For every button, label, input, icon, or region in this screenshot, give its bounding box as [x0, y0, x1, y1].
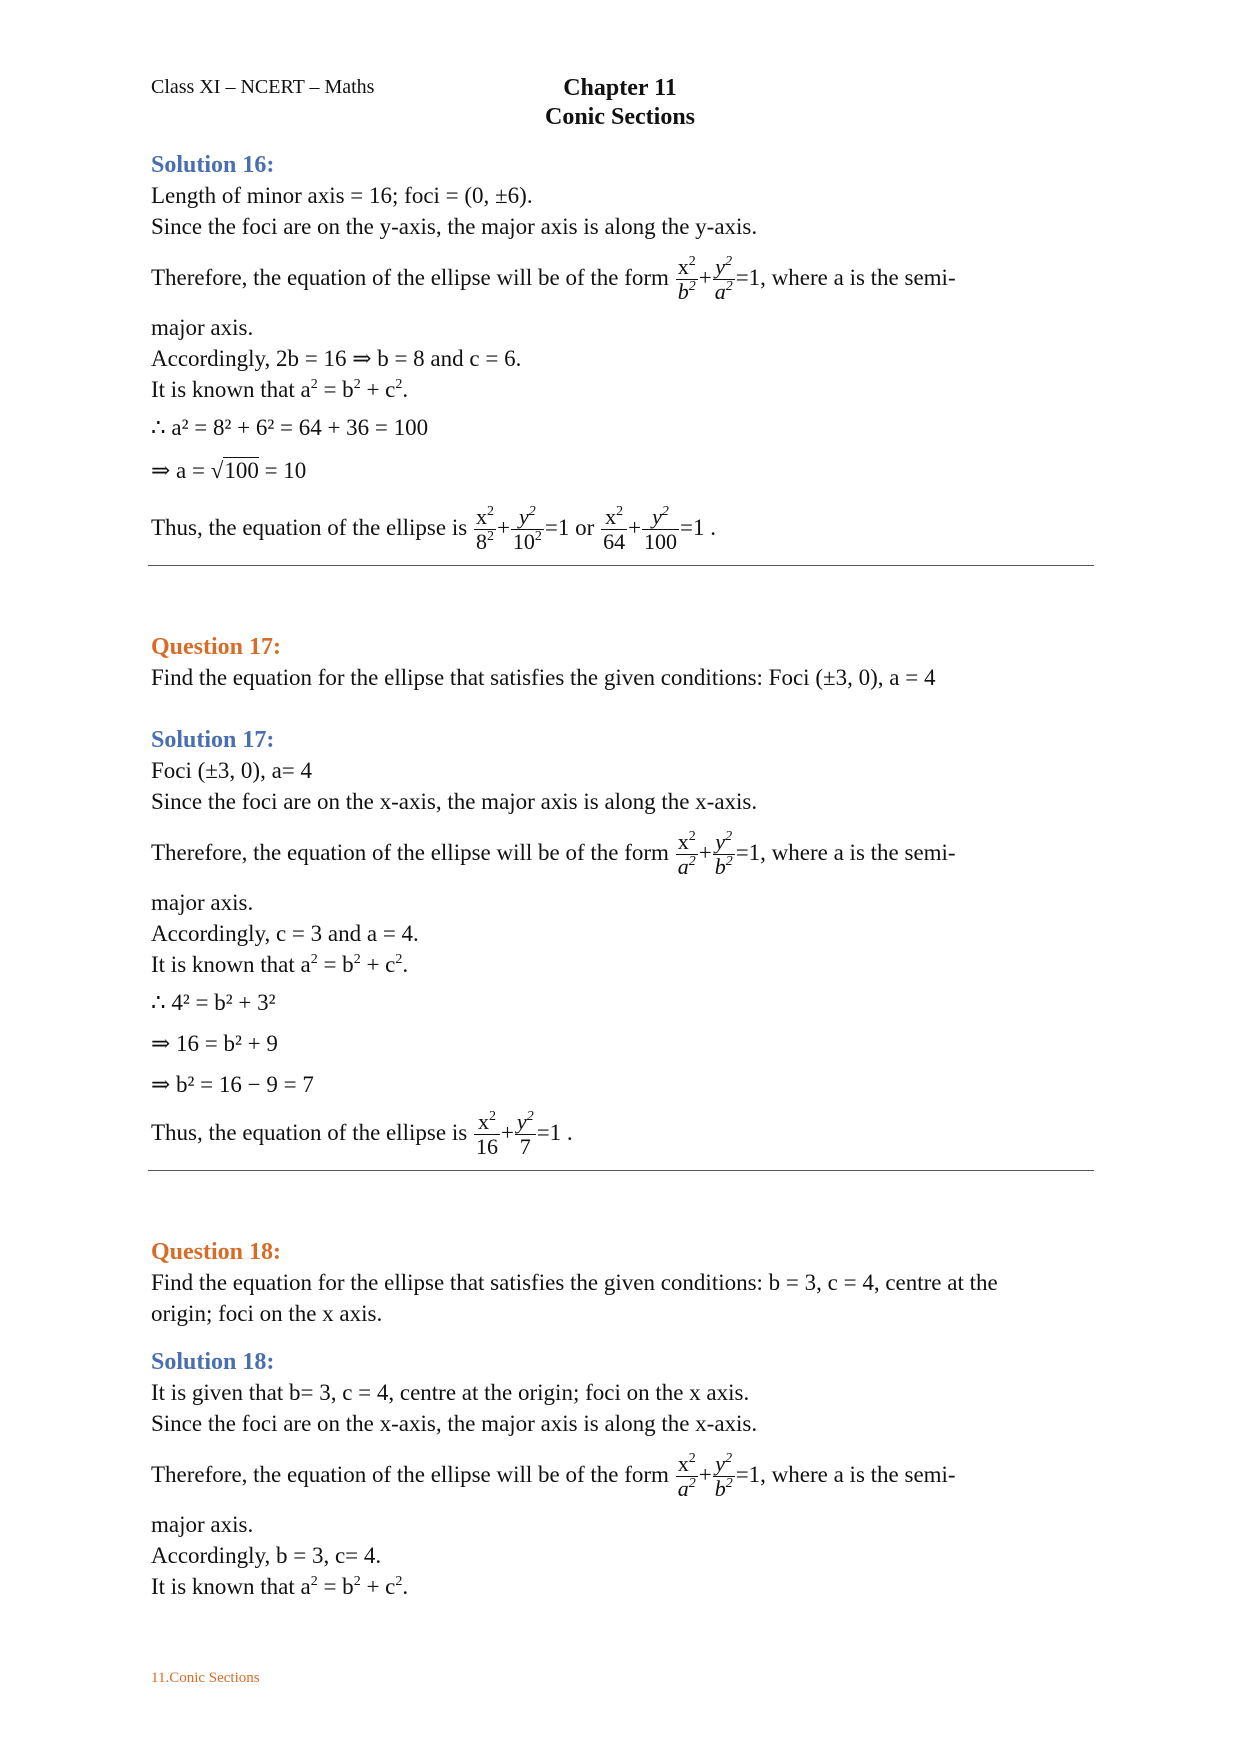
- sol16-math-2: ⇒ a = √100 = 10: [151, 458, 307, 483]
- question-18-text-line-2: origin; foci on the x axis.: [151, 1301, 383, 1326]
- sol17-math-2: ⇒ 16 = b² + 9: [151, 1031, 278, 1056]
- chapter-topic: Conic Sections: [545, 104, 695, 130]
- footer-chapter-label: 11.Conic Sections: [151, 1670, 260, 1686]
- sol17-line-2: Since the foci are on the x-axis, the major axis is along the x-axis.: [151, 789, 758, 814]
- question-17-text: Find the equation for the ellipse that satisfies the given conditions: Foci (±3, 0), a = 4: [151, 665, 936, 690]
- fraction-y2-a2: $\frac{y^2}{a^2}$: [714, 254, 733, 305]
- sol16-line-1: Length of minor axis = 16; foci = (0, ±6).: [151, 183, 533, 208]
- sol17-line-3: Therefore, the equation of the ellipse will be of the form $\frac{x^2}{a^2}$ + $\frac{y^2}{b^2}$ =1, where a is the semi-: [151, 829, 956, 880]
- fraction-y2-b2: $\frac{y^2}{b^2}$: [714, 1451, 733, 1502]
- sol17-line-5: Accordingly, c = 3 and a = 4.: [151, 921, 419, 946]
- sol16-math-1: ∴ a² = 8² + 6² = 64 + 36 = 100: [151, 415, 429, 440]
- sol18-line-1: It is given that b= 3, c = 4, centre at the origin; foci on the x axis.: [151, 1380, 750, 1405]
- fraction-y2-100: $\frac{y^2}{100}$: [644, 504, 678, 555]
- solution-17-heading: Solution 17:: [151, 727, 275, 753]
- fraction-x2-64: $\frac{x^2}{64}$: [603, 504, 626, 555]
- sol16-line-5: Accordingly, 2b = 16 ⇒ b = 8 and c = 6.: [151, 346, 522, 371]
- fraction-y2-b2: $\frac{y^2}{b^2}$: [714, 829, 733, 880]
- fraction-x2-a2: $\frac{x^2}{a^2}$: [677, 829, 696, 880]
- question-17-heading: Question 17:: [151, 634, 282, 660]
- divider: [148, 1170, 1094, 1171]
- header-class-label: Class XI – NCERT – Maths: [151, 76, 375, 98]
- sol18-line-5: Accordingly, b = 3, c= 4.: [151, 1543, 382, 1568]
- fraction-x2-16: $\frac{x^2}{16}$: [475, 1109, 498, 1160]
- fraction-y2-7: $\frac{y^2}{7}$: [516, 1109, 534, 1160]
- fraction-x2-a2: $\frac{x^2}{a^2}$: [677, 1451, 696, 1502]
- sol17-line-1: Foci (±3, 0), a= 4: [151, 758, 313, 783]
- solution-16-heading: Solution 16:: [151, 152, 275, 178]
- sol16-line-3: Therefore, the equation of the ellipse will be of the form $\frac{x^2}{b^2}$ + $\frac{y^2}{a^2}$ =1, where a is the semi-: [151, 254, 956, 305]
- sol16-line-7: Thus, the equation of the ellipse is $\frac{x^2}{8^2}$ + $\frac{y^2}{10^2}$ =1 or $\frac{x^2}{64}$ + $\frac{y^2}{100}$ =1 .: [151, 504, 717, 555]
- sol17-line-4: major axis.: [151, 890, 254, 915]
- sol16-line-6: It is known that $a^2 = b^2 + c^2$.: [151, 377, 409, 402]
- sol17-line-7: Thus, the equation of the ellipse is $\frac{x^2}{16}$ + $\frac{y^2}{7}$ =1 .: [151, 1109, 573, 1160]
- sol16-line-2: Since the foci are on the y-axis, the major axis is along the y-axis.: [151, 214, 758, 239]
- question-18-text-line-1: Find the equation for the ellipse that satisfies the given conditions: b = 3, c = 4, centre at the: [151, 1270, 998, 1295]
- fraction-y2-10sq: $\frac{y^2}{10^2}$: [512, 504, 542, 555]
- header-title: [470, 74, 770, 132]
- sol18-line-3: Therefore, the equation of the ellipse will be of the form $\frac{x^2}{a^2}$ + $\frac{y^2}{b^2}$ =1, where a is the semi-: [151, 1451, 956, 1502]
- fraction-x2-8sq: $\frac{x^2}{8^2}$: [475, 504, 494, 555]
- sol18-line-6: It is known that $a^2 = b^2 + c^2$.: [151, 1574, 409, 1599]
- question-18-heading: Question 18:: [151, 1239, 282, 1265]
- sol16-line-4: major axis.: [151, 315, 254, 340]
- fraction-x2-b2: $\frac{x^2}{b^2}$: [677, 254, 696, 305]
- sol17-math-1: ∴ 4² = b² + 3²: [151, 990, 276, 1015]
- sol18-line-4: major axis.: [151, 1512, 254, 1537]
- sol17-line-6: It is known that $a^2 = b^2 + c^2$.: [151, 952, 409, 977]
- divider: [148, 565, 1094, 566]
- solution-18-heading: Solution 18:: [151, 1349, 275, 1375]
- sol18-line-2: Since the foci are on the x-axis, the major axis is along the x-axis.: [151, 1411, 758, 1436]
- chapter-number: Chapter 11: [563, 75, 677, 101]
- sol17-math-3: ⇒ b² = 16 − 9 = 7: [151, 1072, 314, 1097]
